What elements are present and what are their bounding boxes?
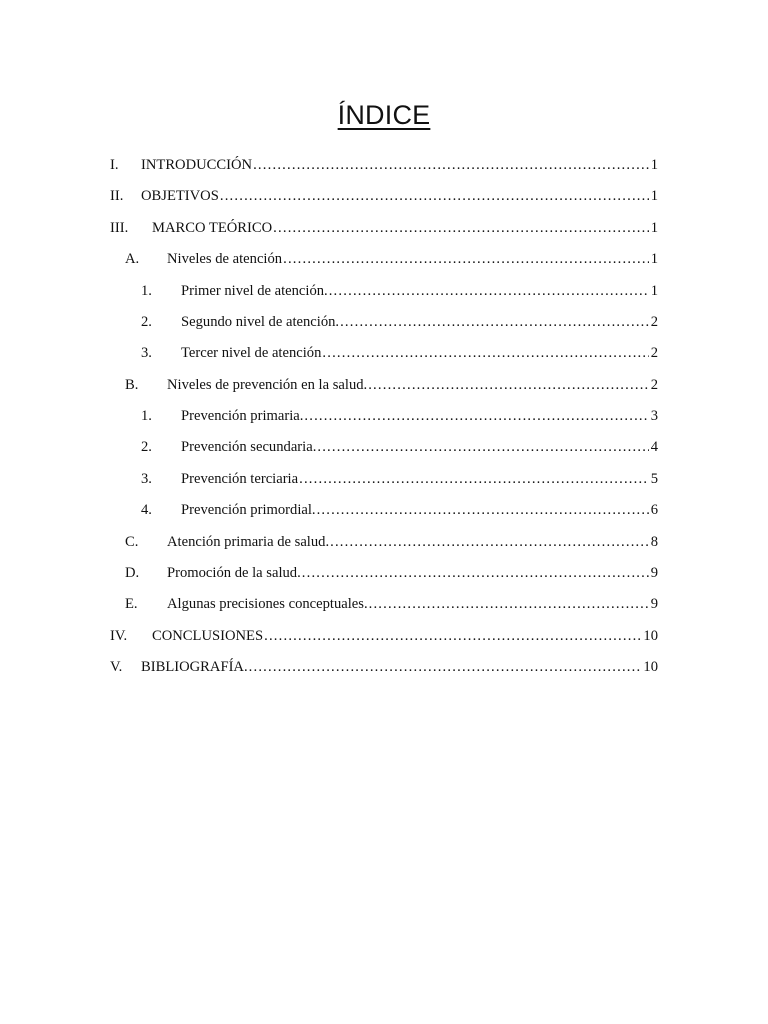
- toc-entry-text: CONCLUSIONES: [152, 628, 264, 644]
- toc-entry-page: 2: [650, 314, 658, 330]
- toc-leader-dots: [304, 406, 648, 426]
- toc-entry[interactable]: [141, 437, 658, 457]
- toc-entry-page: 9: [650, 596, 658, 612]
- toc-entry[interactable]: [110, 626, 658, 646]
- toc-leader-dots: [299, 469, 649, 489]
- toc-entry-page: 1: [650, 157, 658, 173]
- toc-entry-text: Niveles de atención: [167, 251, 283, 267]
- toc-entry-number: 2.: [141, 314, 152, 330]
- toc-entry-number: E.: [125, 596, 138, 612]
- toc-entry-text: Primer nivel de atención.: [181, 283, 328, 299]
- toc-entry[interactable]: [141, 343, 658, 363]
- document-title: ÍNDICE: [337, 100, 431, 130]
- toc-leader-dots: [249, 657, 642, 677]
- toc-leader-dots: [220, 186, 649, 206]
- toc-entry-page: 10: [643, 628, 658, 644]
- toc-entry-page: 4: [650, 439, 658, 455]
- toc-entry-text: Atención primaria de salud.: [167, 534, 330, 550]
- toc-entry-number: 3.: [141, 345, 152, 361]
- toc-leader-dots: [322, 343, 648, 363]
- toc-entry-text: Prevención primaria.: [181, 408, 304, 424]
- toc-entry-number: C.: [125, 534, 139, 550]
- toc-entry-number: D.: [125, 565, 140, 581]
- toc-leader-dots: [340, 312, 649, 332]
- toc-entry-number: 1.: [141, 408, 152, 424]
- toc-entry[interactable]: [110, 218, 658, 238]
- toc-entry-page: 2: [650, 345, 658, 361]
- toc-entry[interactable]: [141, 406, 658, 426]
- toc-entry-text: Segundo nivel de atención.: [181, 314, 340, 330]
- toc-entry-page: 1: [650, 188, 658, 204]
- toc-leader-dots: [264, 626, 641, 646]
- toc-entry-number: 2.: [141, 439, 152, 455]
- toc-entry-page: 1: [650, 220, 658, 236]
- toc-entry-text: OBJETIVOS: [141, 188, 219, 204]
- toc-entry-text: Niveles de prevención en la salud.: [167, 377, 368, 393]
- toc-entry-number: 1.: [141, 283, 152, 299]
- toc-entry-text: Promoción de la salud.: [167, 565, 301, 581]
- toc-entry-text: Algunas precisiones conceptuales.: [167, 596, 368, 612]
- toc-leader-dots: [329, 281, 649, 301]
- toc-entry-number: 3.: [141, 471, 152, 487]
- toc-entry-page: 2: [650, 377, 658, 393]
- toc-entry-page: 1: [650, 283, 658, 299]
- toc-leader-dots: [283, 249, 649, 269]
- toc-entry-page: 9: [650, 565, 658, 581]
- toc-entry[interactable]: [125, 375, 658, 395]
- toc-entry-page: 10: [643, 659, 658, 675]
- toc-entry-text: Prevención primordial.: [181, 502, 316, 518]
- toc-entry[interactable]: [125, 563, 658, 583]
- toc-entry-text: BIBLIOGRAFÍA.: [141, 659, 248, 675]
- toc-leader-dots: [330, 532, 649, 552]
- toc-entry[interactable]: [125, 532, 658, 552]
- toc-entry-text: Prevención secundaria.: [181, 439, 317, 455]
- toc-leader-dots: [317, 437, 648, 457]
- toc-entry-number: V.: [110, 659, 123, 675]
- toc-entry[interactable]: [110, 657, 658, 677]
- toc-entry-page: 6: [650, 502, 658, 518]
- toc-entry-page: 8: [650, 534, 658, 550]
- toc-entry-number: III.: [110, 220, 129, 236]
- toc-entry-page: 3: [650, 408, 658, 424]
- toc-entry-text: Prevención terciaria: [181, 471, 299, 487]
- toc-entry-text: INTRODUCCIÓN: [141, 157, 253, 173]
- toc-entry-number: II.: [110, 188, 124, 204]
- toc-entry[interactable]: [141, 312, 658, 332]
- toc-entry-text: MARCO TEÓRICO: [152, 220, 273, 236]
- toc-entry-page: 1: [650, 251, 658, 267]
- toc-leader-dots: [317, 500, 649, 520]
- toc-leader-dots: [368, 375, 649, 395]
- toc-leader-dots: [369, 594, 649, 614]
- toc-leader-dots: [302, 563, 649, 583]
- toc-entry-number: 4.: [141, 502, 152, 518]
- toc-entry-page: 5: [650, 471, 658, 487]
- toc-entry-number: IV.: [110, 628, 128, 644]
- toc-entry-number: I.: [110, 157, 119, 173]
- toc-entry[interactable]: [141, 469, 658, 489]
- toc-entry[interactable]: [110, 186, 658, 206]
- toc-entry[interactable]: [125, 594, 658, 614]
- toc-entry-number: B.: [125, 377, 139, 393]
- toc-leader-dots: [273, 218, 649, 238]
- toc-entry[interactable]: [141, 281, 658, 301]
- toc-entry[interactable]: [125, 249, 658, 269]
- toc-entry-number: A.: [125, 251, 140, 267]
- toc-entry-text: Tercer nivel de atención: [181, 345, 322, 361]
- toc-leader-dots: [253, 155, 649, 175]
- toc-entry[interactable]: [110, 155, 658, 175]
- toc-entry[interactable]: [141, 500, 658, 520]
